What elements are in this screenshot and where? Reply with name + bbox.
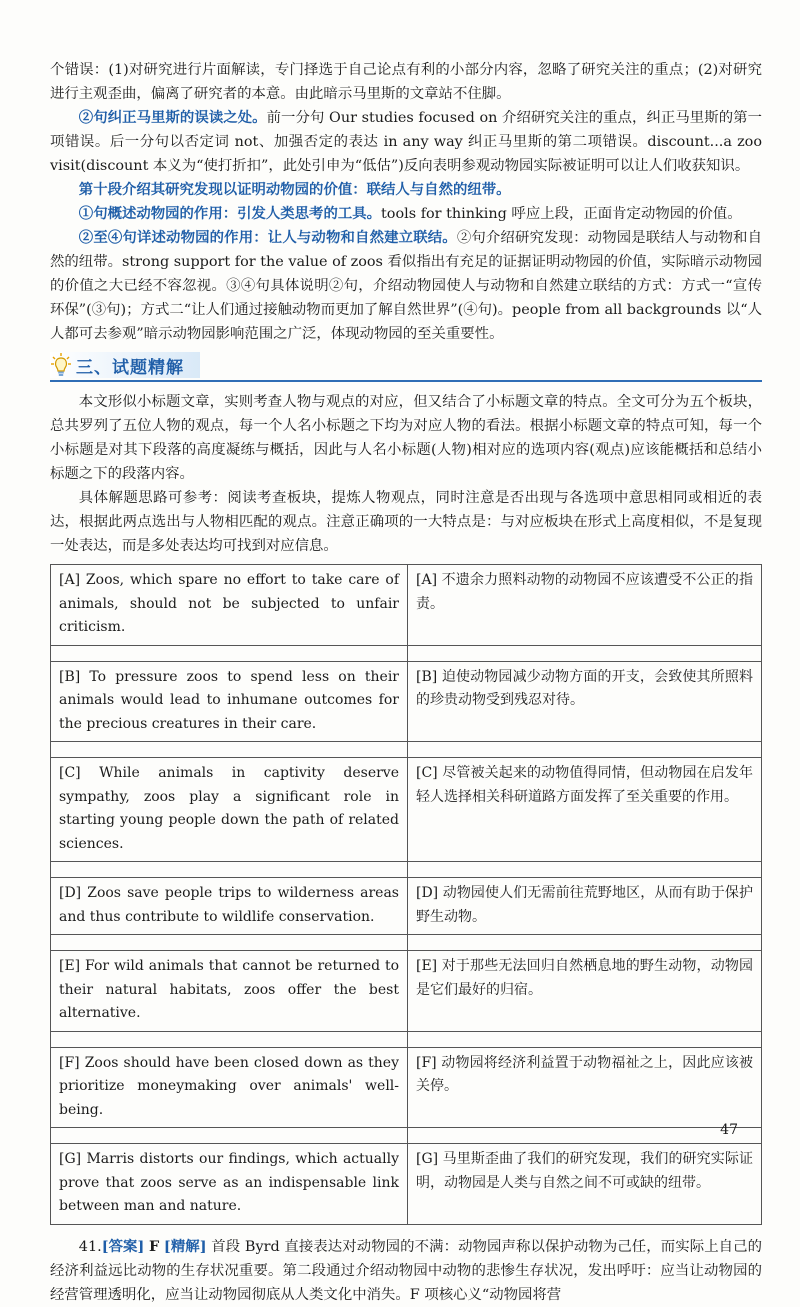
section-title: 三、试题精解 — [76, 357, 184, 378]
option-d-chinese: [D] 动物园使人们无需前往荒野地区，从而有助于保护野生动物。 — [408, 878, 762, 935]
option-e-english: [E] For wild animals that cannot be returned to their natural habitats, zoos offer the best alternative. — [51, 951, 408, 1032]
intro-paragraph-3 — [50, 178, 762, 202]
option-b-english: [B] To pressure zoos to spend less on their animals would lead to inhumane outcomes for the precious creatures in their care. — [51, 661, 408, 742]
table-row — [51, 951, 762, 1032]
answer-tag: [答案] — [101, 1237, 145, 1255]
intro-paragraph-4-bold: ①句概述动物园的作用：引发人类思考的工具。 — [78, 205, 382, 222]
intro-paragraph-2-text: 前一分句 Our studies focused on 介绍研究关注的重点，纠正马里斯的第一项错误。后一分句以否定词 not、加强否定的表达 in any way 纠正马里斯的第二项错误。discount...a zoo visit(discount 本义为“使打折扣”，此处引申为“低估”)反向表明参观动物园实际被证明可以让人们收获知识。 — [50, 110, 762, 174]
table-row — [51, 661, 762, 742]
intro-paragraph-5 — [50, 226, 762, 346]
option-c-chinese: [C] 尽管被关起来的动物值得同情，但动物园在启发年轻人选择相关科研道路方面发挥了至关重要的作用。 — [408, 758, 762, 862]
intro-paragraph-1: 个错误：(1)对研究进行片面解读，专门择选于自己论点有利的小部分内容，忽略了研究关注的重点；(2)对研究进行主观歪曲，偏离了研究者的本意。由此暗示马里斯的文章站不住脚。 — [50, 62, 762, 102]
section-paragraph-1: 本文形似小标题文章，实则考查人物与观点的对应，但又结合了小标题文章的特点。全文可分为五个板块，总共罗列了五位人物的观点，每一个人名小标题之下均为对应人物的看法。根据小标题文章的特点可知，每一个小标题是对其下段落的高度凝练与概括，因此与人名小标题(人物)相对应的选项内容(观点)应该能概括和总结小标题之下的段落内容。 — [50, 394, 762, 482]
table-row — [51, 565, 762, 646]
intro-paragraph-2 — [50, 106, 762, 178]
intro-paragraph-4-text: tools for thinking 呼应上段，正面肯定动物园的价值。 — [381, 206, 742, 222]
answer-paragraph — [50, 1235, 762, 1307]
intro-paragraph-5-text: ②句介绍研究发现：动物园是联结人与动物和自然的纽带。strong support for the value of zoos 看似指出有充足的证据证明动物园的价值，实际暗示动物园的价值之大已经不容忽视。③④句具体说明②句，介绍动物园使人与动物和自然建立联结的方式：方式一“宣传环保”(③句)；方式二“让人们通过接触动物而更加了解自然世界”(④句)。people from all backgrounds 以“人人都可去参观”暗示动物园影响范围之广泛，体现动物园的至关重要性。 — [50, 230, 762, 342]
option-f-english: [F] Zoos should have been closed down as they prioritize moneymaking over animals' well-being. — [51, 1047, 408, 1128]
option-a-english: [A] Zoos, which spare no effort to take care of animals, should not be subjected to unfair criticism. — [51, 565, 408, 646]
page-number: 47 — [720, 1122, 738, 1138]
table-row — [51, 758, 762, 862]
option-a-chinese: [A] 不遗余力照料动物的动物园不应该遭受不公正的指责。 — [408, 565, 762, 646]
analysis-text: 首段 Byrd 直接表达对动物园的不满：动物园声称以保护动物为己任，而实际上自己的经济利益远比动物的生存状况重要。第二段通过介绍动物园中动物的悲惨生存状况，发出呼吁：应当让动物园的经营管理透明化，应当让动物园彻底从人类文化中消失。F 项核心义“动物园将营 — [50, 1238, 763, 1303]
option-g-chinese: [G] 马里斯歪曲了我们的研究发现，我们的研究实际证明，动物园是人类与自然之间不可或缺的纽带。 — [408, 1144, 762, 1225]
option-e-chinese: [E] 对于那些无法回归自然栖息地的野生动物，动物园是它们最好的归宿。 — [408, 951, 762, 1032]
section-paragraph-2: 具体解题思路可参考：阅读考查板块，提炼人物观点，同时注意是否出现与各选项中意思相同或相近的表达，根据此两点选出与人物相匹配的观点。注意正确项的一大特点是：与对应板块在形式上高度相似，不是复现一处表达，而是多处表达均可找到对应信息。 — [50, 490, 762, 554]
option-b-chinese: [B] 迫使动物园减少动物方面的开支，会致使其所照料的珍贵动物受到残忍对待。 — [408, 661, 762, 742]
table-row — [51, 878, 762, 935]
intro-paragraph-4 — [50, 202, 762, 226]
intro-paragraph-2-bold: ②句纠正马里斯的误读之处。 — [78, 109, 267, 126]
option-c-english: [C] While animals in captivity deserve sympathy, zoos play a significant role in starting young people down the path of related sciences. — [51, 758, 408, 862]
intro-paragraph-5-bold: ②至④句详述动物园的作用：让人与动物和自然建立联结。 — [78, 229, 457, 246]
option-f-chinese: [F] 动物园将经济利益置于动物福祉之上，因此应该被关停。 — [408, 1047, 762, 1128]
table-row — [51, 1144, 762, 1225]
question-number: 41. — [78, 1238, 102, 1255]
intro-paragraph-3-bold: 第十段介绍其研究发现以证明动物园的价值：联结人与自然的纽带。 — [78, 181, 511, 198]
options-table — [50, 564, 762, 1225]
option-d-english: [D] Zoos save people trips to wilderness areas and thus contribute to wildlife conservation. — [51, 878, 408, 935]
table-row — [51, 1047, 762, 1128]
analysis-tag: [精解] — [163, 1237, 207, 1255]
option-g-english: [G] Marris distorts our findings, which actually prove that zoos serve as an indispensable link between man and nature. — [51, 1144, 408, 1225]
answer-value: F — [149, 1237, 160, 1255]
section-heading — [50, 350, 762, 384]
lightbulb-icon — [50, 352, 72, 378]
page-content — [50, 58, 762, 1307]
